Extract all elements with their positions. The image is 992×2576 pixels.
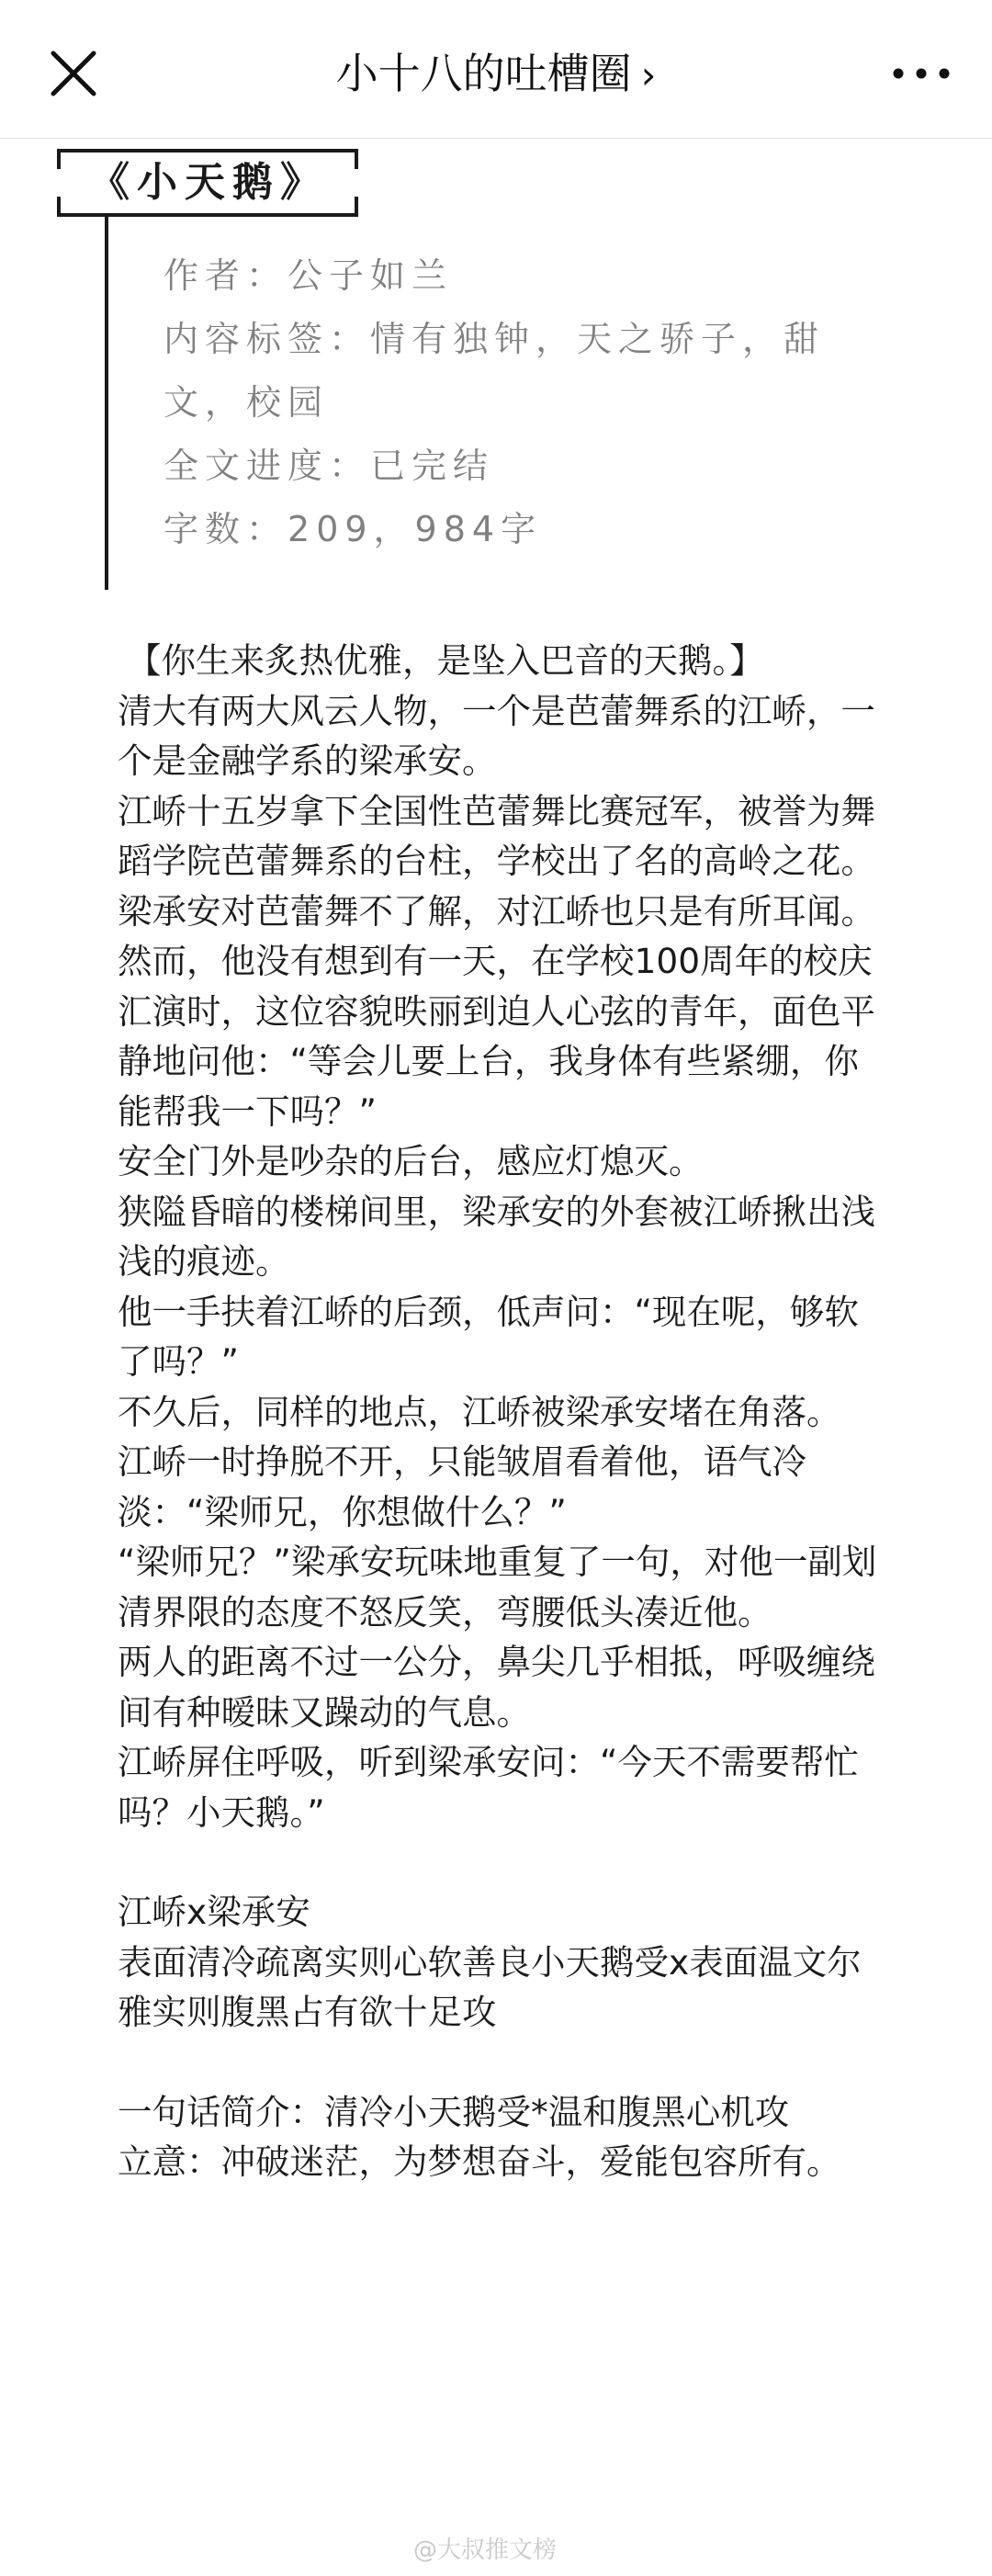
synopsis-paragraph: 江峤屏住呼吸，听到梁承安问：“今天不需要帮忙吗？小天鹅。” [118,1742,859,1833]
synopsis-paragraph: 江峤一时挣脱不开，只能皱眉看着他，语气冷淡：“梁师兄，你想做什么？” [118,1441,806,1532]
spacer [118,1837,882,1887]
book-meta [163,244,917,561]
page-title[interactable] [0,37,992,112]
chevron-right-icon: › [640,52,657,97]
author-label: 作者： [163,255,288,296]
pairing-line: 江峤x梁承安 [118,1892,310,1932]
synopsis-paragraph: 梁承安对芭蕾舞不了解，对江峤也只是有所耳闻。 [118,890,875,932]
page-title-text: 小十八的吐槽圈 [335,49,632,98]
watermark: @大叔推文榜 [413,2536,558,2564]
theme-statement: 立意：冲破迷茫，为梦想奋斗，爱能包容所有。 [118,2141,841,2182]
book-title-frame [57,149,360,215]
meta-progress [163,435,917,498]
more-icon[interactable] [889,55,953,92]
meta-tags [163,308,917,371]
meta-author [163,244,917,308]
synopsis-paragraph: 两人的距离不过一公分，鼻尖几乎相抵，呼吸缠绕间有种暧昧又躁动的气息。 [118,1642,875,1733]
words-value: 209，984字 [287,509,543,549]
synopsis [118,636,882,2187]
spacer [118,2038,882,2087]
synopsis-paragraph: “梁师兄？”梁承安玩味地重复了一句，对他一副划清界限的态度不怒反笑，弯腰低头凑近他。 [118,1542,877,1633]
progress-label: 全文进度： [163,446,371,486]
synopsis-paragraph: 安全门外是吵杂的后台，感应灯熄灭。 [118,1141,704,1181]
meta-divider-line [105,215,108,590]
synopsis-paragraph: 他一手扶着江峤的后颈，低声问：“现在呢，够软了吗？” [118,1291,859,1382]
tags-label: 内容标签： [163,319,371,359]
tags-value-line1: 情有独钟，天之骄子，甜 [370,319,826,359]
author-value: 公子如兰 [287,255,454,296]
one-line-summary: 一句话简介：清冷小天鹅受*温和腹黑心机攻 [118,2091,790,2132]
meta-tags-cont [163,371,917,435]
synopsis-paragraph: 清大有两大风云人物，一个是芭蕾舞系的江峤，一个是金融学系的梁承安。 [118,690,875,781]
synopsis-paragraph: 狭隘昏暗的楼梯间里，梁承安的外套被江峤揪出浅浅的痕迹。 [118,1191,875,1282]
nav-bar [0,0,992,139]
character-roles: 表面清冷疏离实则心软善良小天鹅受x表面温文尔雅实则腹黑占有欲十足攻 [118,1941,862,2032]
tags-value-line2: 文，校园 [163,382,330,423]
words-label: 字数： [163,509,288,549]
book-title: 《小天鹅》 [89,159,328,206]
synopsis-paragraph: 然而，他没有想到有一天，在学校100周年的校庆汇演时，这位容貌昳丽到迫人心弦的青年，面色平静地问他：“等会儿要上台，我身体有些紧绷，你能帮我一下吗？” [118,941,875,1132]
progress-value: 已完结 [370,446,495,486]
synopsis-paragraph: 江峤十五岁拿下全国性芭蕾舞比赛冠军，被誉为舞蹈学院芭蕾舞系的台柱，学校出了名的高岭之花。 [118,790,875,881]
synopsis-tagline: 【你生来炙热优雅，是坠入巴音的天鹅。】 [127,640,764,681]
synopsis-paragraph: 不久后，同样的地点，江峤被梁承安堵在角落。 [118,1391,841,1432]
meta-words [163,498,917,561]
